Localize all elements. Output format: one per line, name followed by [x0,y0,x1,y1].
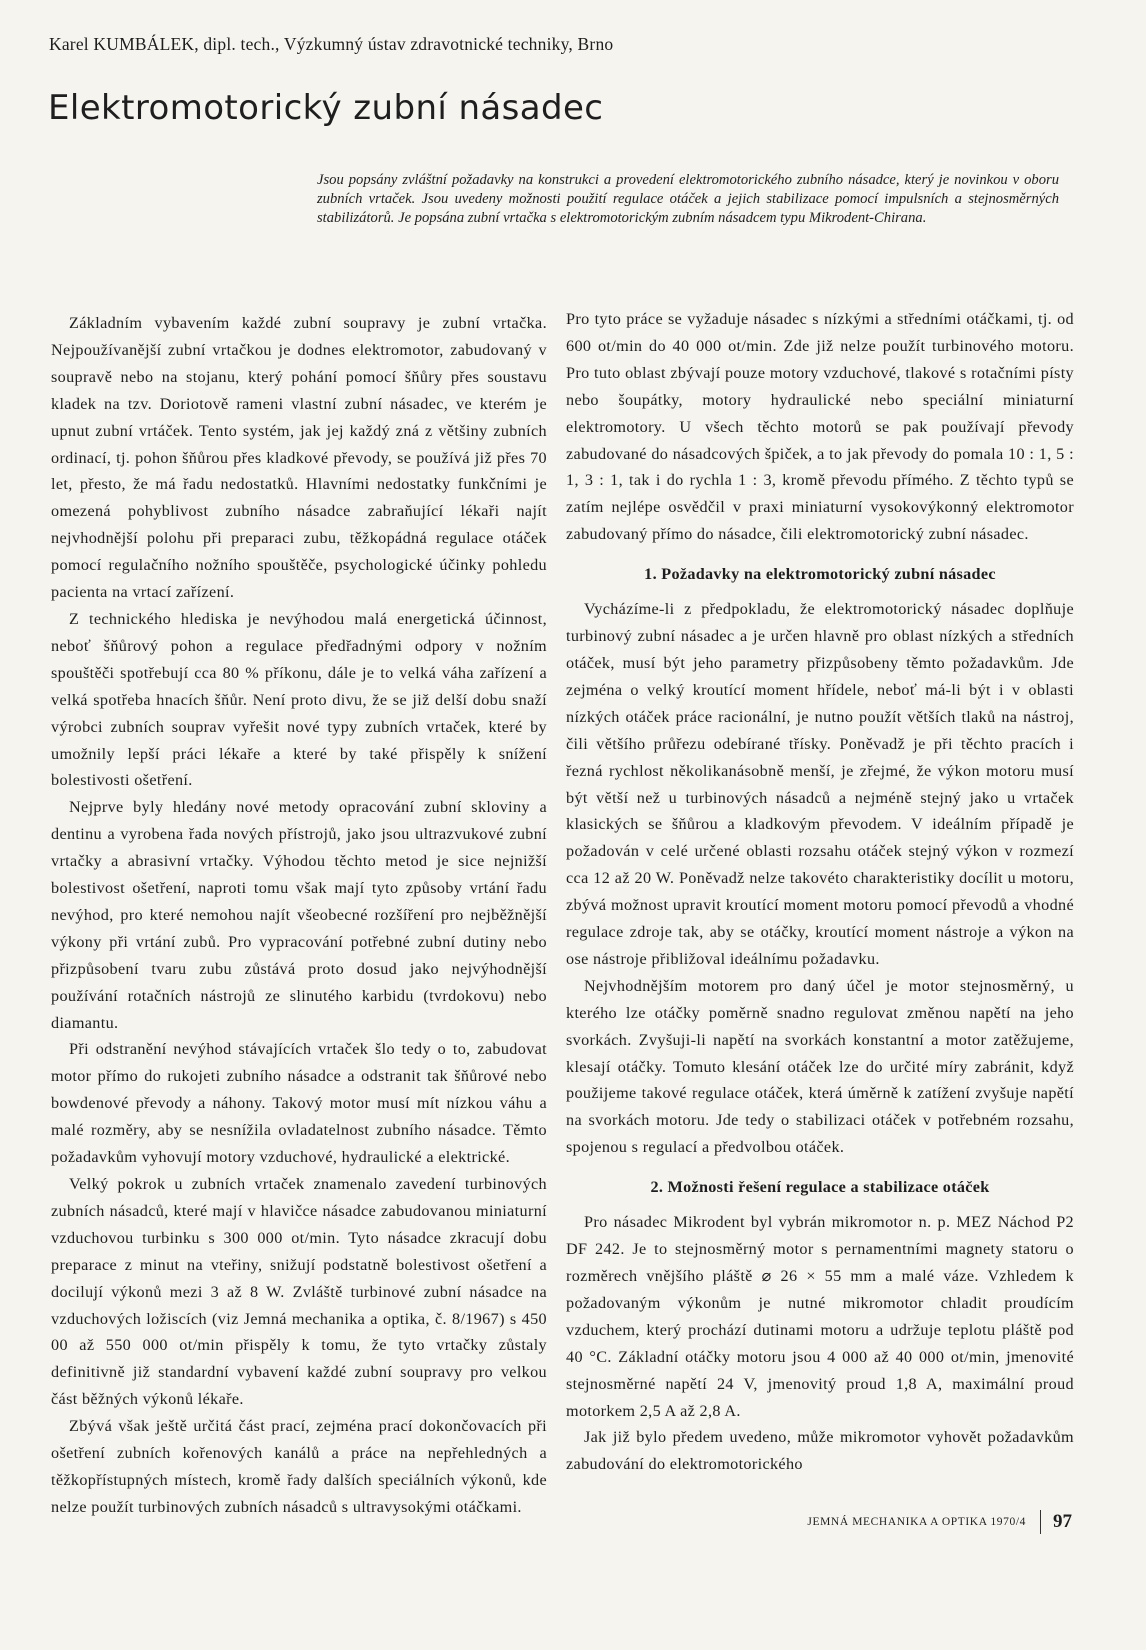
footer-divider [1040,1510,1041,1534]
section-heading-2: 2. Možnosti řešení regulace a stabilizace otáček [650,1178,990,1197]
body-paragraph: Jak již bylo předem uvedeno, může mikromotor vyhovět požadavkům zabudování do elektromotorického [566,1428,1074,1474]
journal-name: JEMNÁ MECHANIKA A OPTIKA 1970/4 [807,1516,1026,1528]
left-column [51,310,547,1521]
body-paragraph: Nejvhodnějším motorem pro daný účel je motor stejnosměrný, u kterého lze otáčky poměrně snadno regulovat změnou napětí na jeho svorkách. Zvyšuji-li napětí na svorkách konstantní a motor zatěžujeme, klesají otáčky. Tomuto klesání otáček lze do určité míry zabránit, když použijeme takové regulace otáček, která úměrně k zatížení zvyšuje napětí na svorkách motoru. Jde tedy o stabilizaci otáček v potřebném rozsahu, spojenou s regulací a předvolbou otáček. [566,976,1074,1157]
body-paragraph: Základním vybavením každé zubní soupravy je zubní vrtačka. Nejpoužívanější zubní vrtačkou je dodnes elektromotor, zabudovaný v soupravě nebo na stojanu, který pohání pomocí šňůry přes soustavu kladek na tzv. Doriotově rameni vlastní zubní násadec, ve kterém je upnut zubní vrtáček. Tento systém, jak jej každý zná z většiny zubních ordinací, tj. pohon šňůrou přes kladkové převody, se používá již přes 70 let, přesto, že má řadu nedostatků. Hlavními nedostatky funkčními je omezená pohyblivost zubního násadce zabraňující lékaři najít nejvhodnější polohu při preparaci zubu, těžkopádná regulace otáček pomocí regulačního nožního spouštěče, psychologické účinky pohledu pacienta na vrtací zařízení. [51,314,547,602]
right-column [566,306,1074,1478]
body-paragraph: Vycházíme-li z předpokladu, že elektromotorický násadec doplňuje turbinový zubní násadec a je určen hlavně pro oblast nízkých a středních otáček, musí být jeho parametry přizpůsobeny těmto požadavkům. Jde zejména o velký kroutící moment hřídele, neboť má-li být i v oblasti nízkých otáček práce racionální, je nutno použít větších tlaků na nástroj, čili většího průřezu odebírané třísky. Poněvadž je při těchto pracích i řezná rychlost několikanásobně menší, je zřejmé, že výkon motoru musí být větší než u turbinových násadců a nejméně stejný jako u vrtaček klasických se šňůrou a kladkovým převodem. V ideálním případě je požadován v celé určené oblasti rozsahu otáček stejný výkon v rozmezí cca 12 až 20 W. Poněvadž nelze takovéto charakteristiky docílit u motoru, zbývá možnost upravit kroutící moment motoru pomocí převodů a vhodné regulace zdroje tak, aby se otáčky, kroutící moment nástroje a výkon na ose nástroje přibližoval ideálnímu požadavku. [566,600,1074,968]
page-number: 97 [1053,1511,1072,1532]
article-abstract: Jsou popsány zvláštní požadavky na konstrukci a provedení elektromotorického zubního násadce, který je novinkou v oboru zubních vrtaček. Jsou uvedeny možnosti použití regulace otáček a jejich stabilizace pomocí impulsních a stejnosměrných stabilizátorů. Je popsána zubní vrtačka s elektromotorickým zubním násadcem typu Mikrodent-Chirana. [317,172,1059,226]
body-paragraph: Velký pokrok u zubních vrtaček znamenalo zavedení turbinových zubních násadců, které mají v hlavičce násadce zabudovanou miniaturní vzduchovou turbinku s 300 000 ot/min. Tyto násadce zkracují dobu preparace z minut na vteřiny, snižují podstatně bolestivost ošetření a docilují výkonů mezi 3 až 8 W. Zvláště turbinové zubní násadce na vzduchových ložiscích (viz Jemná mechanika a optika, č. 8/1967) s 450 00 až 550 000 ot/min přispěly k tomu, že tyto vrtačky zůstaly definitivně již standardní vybavení každé zubní soupravy pro velkou část běžných výkonů lékaře. [51,1175,547,1409]
body-paragraph: Při odstranění nevýhod stávajících vrtaček šlo tedy o to, zabudovat motor přímo do rukojeti zubního násadce a odstranit tak šňůrové nebo bowdenové převody a náhony. Takový motor musí mít nízkou váhu a malé rozměry, aby se nesnížila ovladatelnost zubního násadce. Těmto požadavkům vyhovují motory vzduchové, hydraulické a elektrické. [51,1040,547,1167]
body-paragraph: Nejprve byly hledány nové metody opracování zubní skloviny a dentinu a vyrobena řada nových přístrojů, jako jsou ultrazvukové zubní vrtačky a abrasivní vrtačky. Výhodou těchto metod je sice nejnižší bolestivost ošetření, naproti tomu však mají tyto způsoby vrtání řadu nevýhod, pro které nemohou najít všeobecné rozšíření pro nejběžnější výkony při vrtání zubů. Pro vypracování potřebné zubní dutiny nebo přizpůsobení tvaru zubu zůstává proto dosud jako nejvýhodnější používání rotačních nástrojů ze slinutého karbidu (tvrdokovu) nebo diamantu. [51,798,547,1032]
body-paragraph: Pro násadec Mikrodent byl vybrán mikromotor n. p. MEZ Náchod P2 DF 242. Je to stejnosměrný motor s pernamentními magnety statoru o rozměrech vnějšího pláště ⌀ 26 × 55 mm a malé váze. Vzhledem k požadovaným výkonům je nutné mikromotor chladit proudícím vzduchem, který prochází dutinami motoru a udržuje teplotu pláště pod 40 °C. Základní otáčky motoru jsou 4 000 až 40 000 ot/min, jmenovité stejnosměrné napětí 24 V, jmenovitý proud 1,8 A, maximální proud motorkem 2,5 A až 2,8 A. [566,1213,1074,1420]
page-footer [807,1510,1072,1534]
author-byline: Karel KUMBÁLEK, dipl. tech., Výzkumný ústav zdravotnické techniky, Brno [49,34,614,54]
body-paragraph: Zbývá však ještě určitá část prací, zejména prací dokončovacích při ošetření zubních kořenových kanálů a práce na nepřehledných a těžkopřístupných místech, kromě řady dalších speciálních výkonů, kde nelze použít turbinových zubních násadců s ultravysokými otáčkami. [51,1417,547,1516]
section-heading-1: 1. Požadavky na elektromotorický zubní násadec [644,565,996,584]
body-paragraph: Pro tyto práce se vyžaduje násadec s nízkými a středními otáčkami, tj. od 600 ot/min do 40 000 ot/min. Zde již nelze použít turbinového motoru. Pro tuto oblast zbývají pouze motory vzduchové, tlakové s rotačními písty nebo šoupátky, motory hydraulické nebo speciální miniaturní elektromotory. U všech těchto motorů se pak používají převody zabudované do násadcových špiček, a to jak převody do pomala 10 : 1, 5 : 1, 3 : 1, tak i do rychla 1 : 3, kromě převodu přímého. Z těchto typů se zatím nejlépe osvědčil v praxi miniaturní vysokovýkonný elektromotor zabudovaný přímo do násadce, čili elektromotorický zubní násadec. [566,310,1074,544]
article-title: Elektromotorický zubní násadec [48,88,604,128]
body-paragraph: Z technického hlediska je nevýhodou malá energetická účinnost, neboť šňůrový pohon a regulace předřadnými odpory v nožním spouštěči spotřebují cca 80 % příkonu, dále je to velká váha zařízení a velká spotřeba hnacích šňůr. Není proto divu, že se již delší dobu snaží výrobci zubních souprav vyřešit nové typy zubních vrtaček, které by umožnily lepší práci lékaře a které by také přispěly k snížení bolestivosti ošetření. [51,609,547,790]
